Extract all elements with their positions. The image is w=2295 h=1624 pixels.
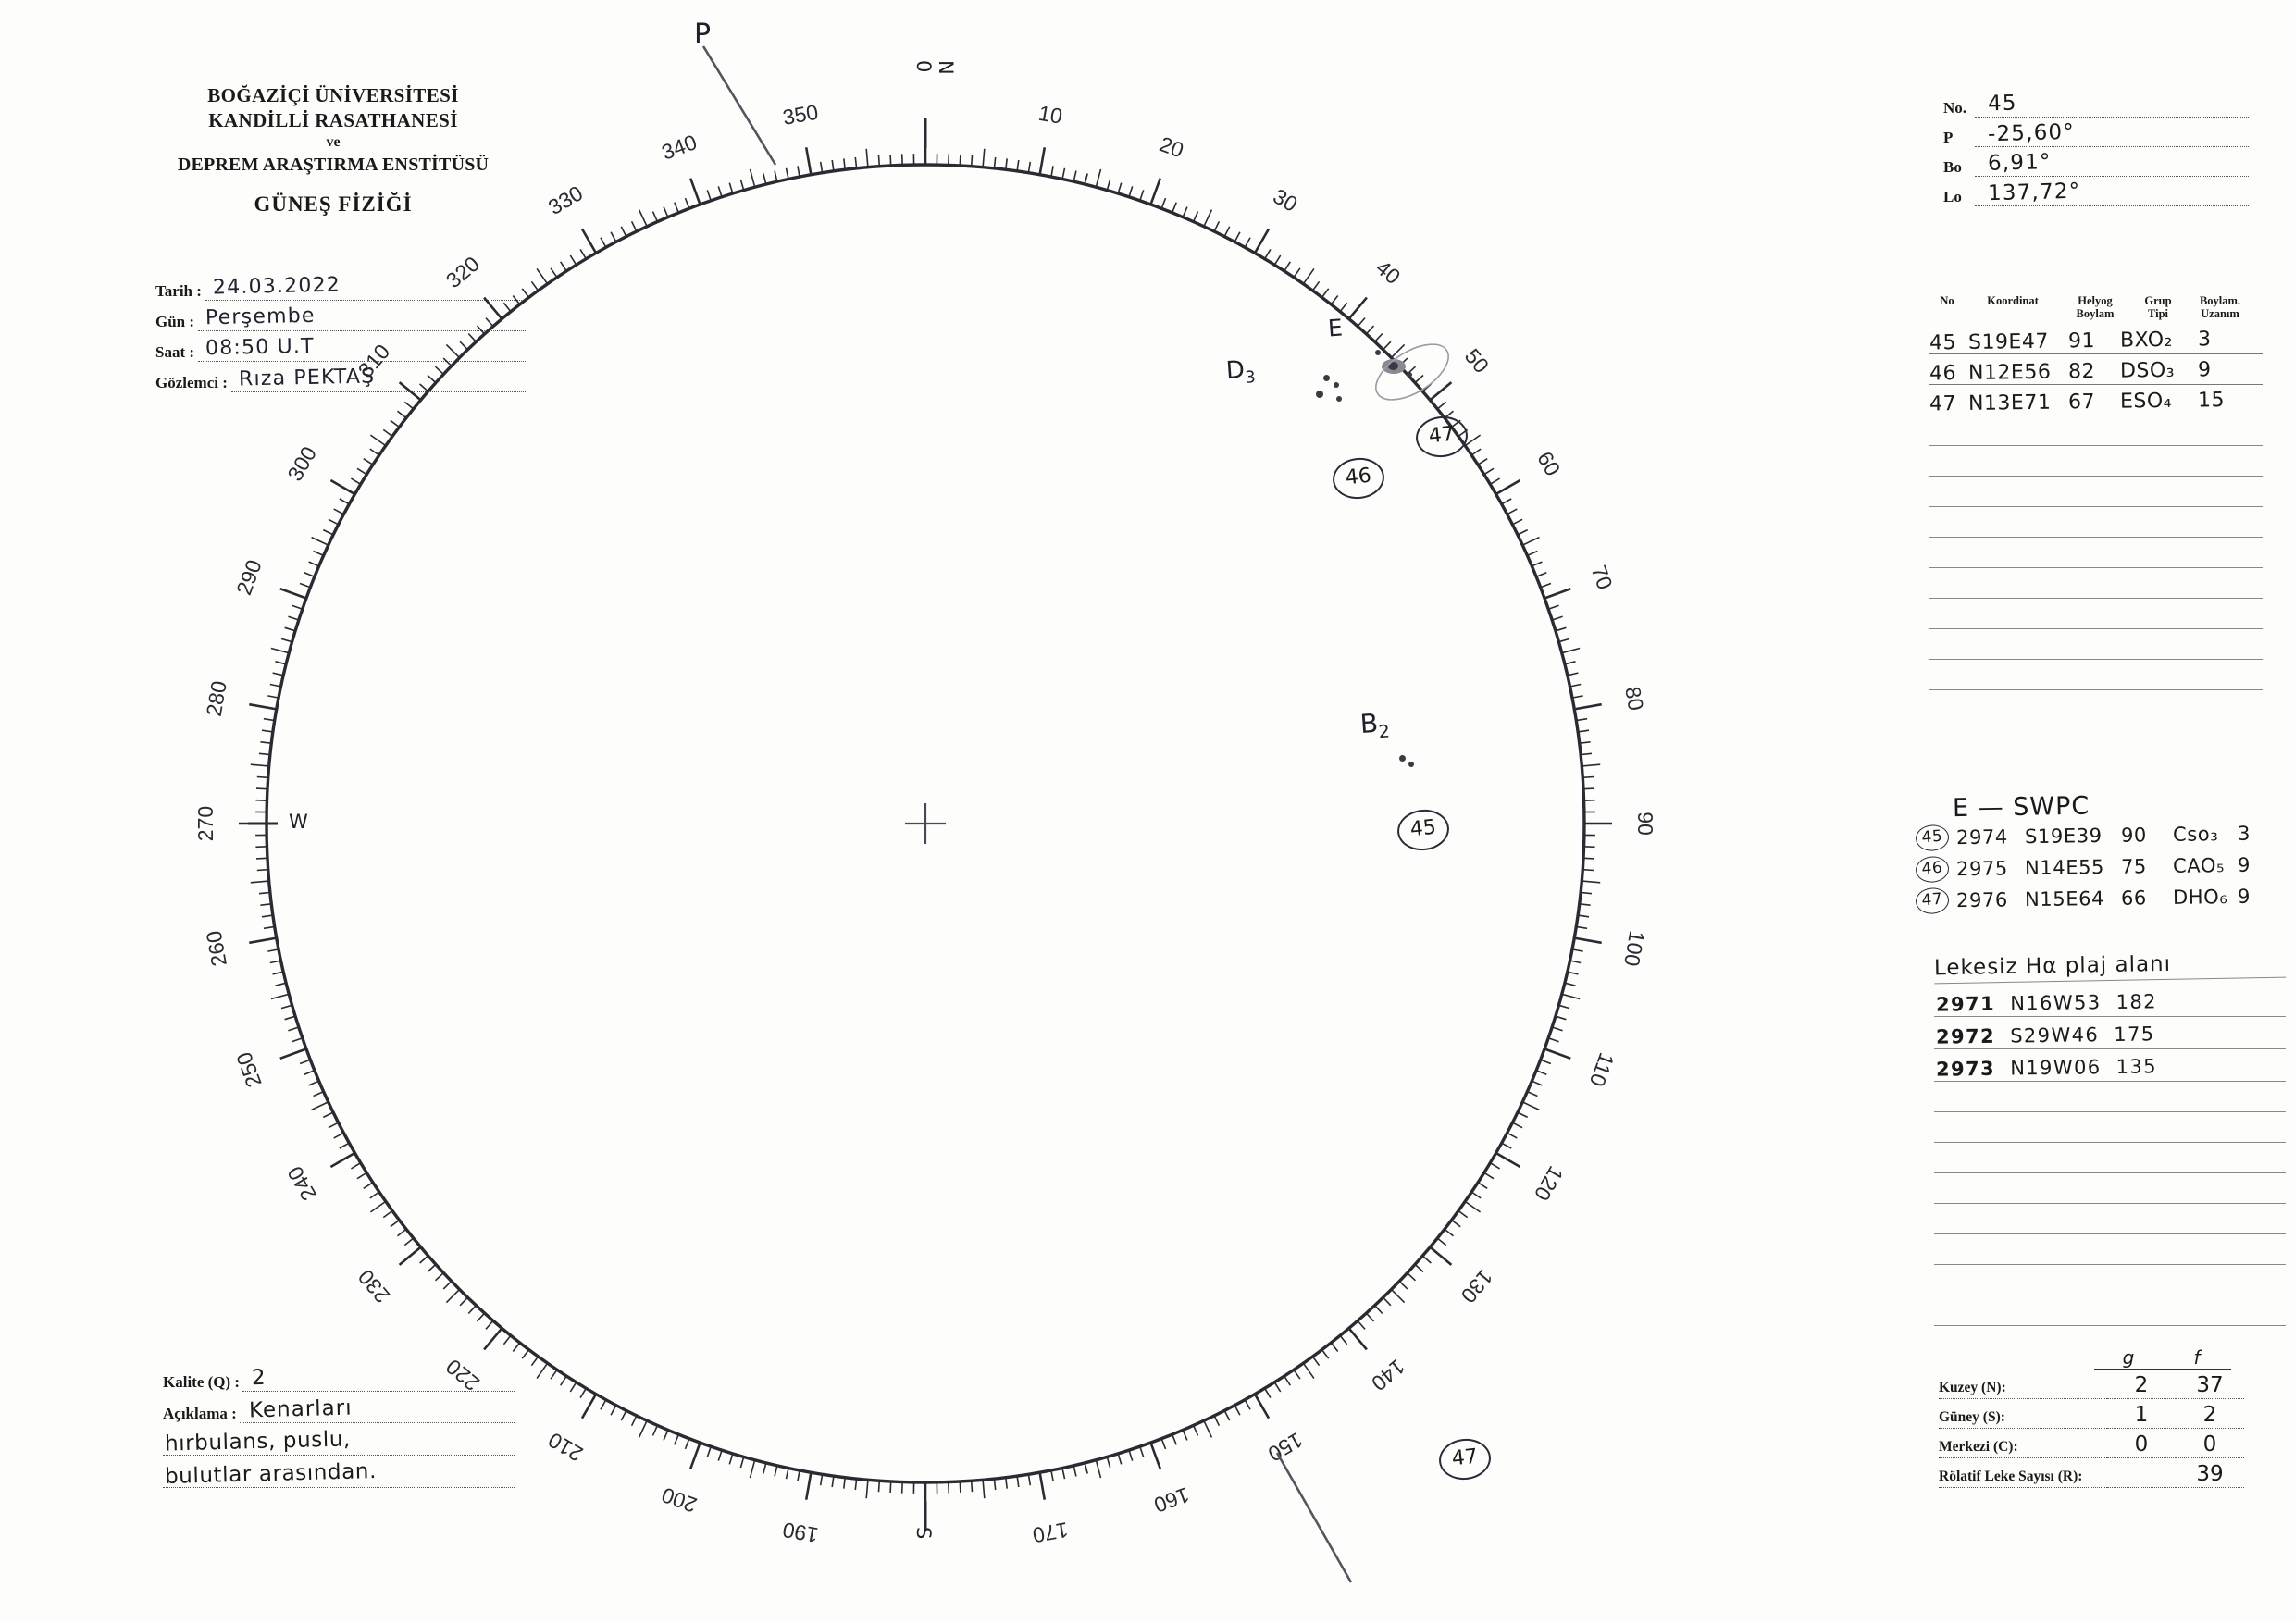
plage-id: 2973	[1936, 1058, 1995, 1081]
plage-empty-row[interactable]	[1934, 1173, 2286, 1204]
swpc-row[interactable]	[1916, 880, 2286, 917]
counts-relative-g[interactable]	[2107, 1486, 2176, 1488]
disk-mark-45: 45	[1396, 807, 1451, 853]
quality-extra-text-2: bulutlar arasından.	[165, 1459, 378, 1489]
sunspot	[1323, 375, 1330, 381]
table-empty-row[interactable]	[1929, 507, 2263, 538]
counts-column-f: f	[2163, 1346, 2231, 1370]
degree-label: 40	[1371, 255, 1405, 289]
degree-label: 320	[441, 252, 484, 293]
counts-south-g[interactable]: 1	[2107, 1403, 2176, 1429]
table-empty-row[interactable]	[1929, 446, 2263, 477]
swpc-block	[1916, 791, 2286, 914]
counts-label-north: Kuzey (N):	[1939, 1380, 2107, 1399]
column-header-tipi: Tipi	[2148, 307, 2168, 320]
table-row[interactable]	[1929, 385, 2263, 415]
plage-block	[1934, 953, 2286, 1326]
counts-north-f[interactable]: 37	[2176, 1373, 2244, 1399]
field-gun-value: Perşembe	[205, 304, 316, 329]
table-row-entry	[1929, 327, 2263, 354]
plage-coord: N19W06	[2010, 1056, 2102, 1079]
solar-disk-svg	[398, 9, 1879, 1619]
quality-value-aciklama: Kenarları	[248, 1396, 352, 1423]
top-right-parameters	[1943, 88, 2249, 206]
table-header-row	[1929, 294, 2263, 324]
group-47-outline	[1351, 324, 1471, 426]
swpc-extent: 9	[2238, 886, 2251, 908]
group-label-E: E	[1327, 314, 1344, 341]
param-lo-value: 137,72°	[1988, 180, 2081, 206]
param-p-input[interactable]	[1975, 127, 2249, 147]
param-no-value: 45	[1988, 92, 2017, 117]
plage-empty-row[interactable]	[1934, 1265, 2286, 1295]
p-axis-line-top	[703, 46, 775, 165]
swpc-coordinate: N15E64	[2025, 887, 2121, 911]
cell-uzanim: 15	[2198, 389, 2244, 413]
param-bo	[1943, 147, 2249, 177]
degree-label: 160	[1151, 1482, 1193, 1518]
counts-label-relative: Rölatif Leke Sayısı (R):	[1939, 1469, 2107, 1488]
degree-label: 110	[1585, 1049, 1619, 1089]
counts-row-south	[1939, 1399, 2244, 1429]
swpc-class: DHO₆	[2173, 886, 2238, 909]
degree-label: 140	[1367, 1355, 1409, 1396]
cell-helyog: 67	[2068, 391, 2120, 415]
field-gozlemci-value: Rıza PEKTAŞ	[239, 365, 376, 391]
swpc-longitude: 90	[2121, 824, 2173, 847]
table-empty-row[interactable]	[1929, 477, 2263, 507]
plage-value: 135	[2116, 1055, 2158, 1078]
table-empty-row[interactable]	[1929, 415, 2263, 446]
field-saat-value: 08:50 U.T	[205, 335, 315, 360]
swpc-coordinate: N14E55	[2025, 856, 2121, 879]
cell-uzanim: 3	[2198, 328, 2244, 352]
north-label: N 0	[912, 60, 957, 77]
column-header-grup-tipi	[2129, 294, 2187, 320]
table-empty-row[interactable]	[1929, 599, 2263, 629]
degree-label: 310	[354, 340, 395, 382]
degree-label: 220	[441, 1355, 484, 1396]
plage-empty-row[interactable]	[1934, 1082, 2286, 1112]
param-no-label: No.	[1943, 99, 1975, 118]
p-axis-label: P	[694, 19, 711, 51]
field-tarih-label: Tarih :	[155, 282, 205, 301]
group-label-B2: $B_2$	[1359, 707, 1391, 744]
degree-label: 340	[658, 130, 700, 165]
plage-entry	[1936, 1055, 2157, 1080]
sunspot	[1336, 396, 1342, 402]
plage-empty-row[interactable]	[1934, 1112, 2286, 1143]
table-row[interactable]	[1929, 324, 2263, 354]
column-header-boylam: Boylam	[2077, 307, 2115, 320]
plage-value: 175	[2114, 1023, 2155, 1046]
cell-koordinat: N12E56	[1968, 360, 2068, 385]
degree-label: 250	[231, 1049, 267, 1091]
plage-empty-row[interactable]	[1934, 1234, 2286, 1265]
table-row-entry	[1929, 357, 2263, 385]
cell-no: 46	[1929, 362, 1968, 386]
swpc-class: CAO₅	[2173, 854, 2238, 877]
degree-label: 100	[1619, 929, 1649, 968]
swpc-coordinate: S19E39	[2025, 824, 2121, 848]
cell-koordinat: N13E71	[1968, 391, 2068, 415]
swpc-region-id: 2974	[1956, 825, 2025, 849]
table-empty-rows	[1929, 415, 2263, 690]
degree-label: 290	[231, 556, 267, 598]
cell-grup: BXO₂	[2120, 328, 2198, 352]
swpc-region-id: 2975	[1956, 857, 2025, 880]
counts-south-f[interactable]: 2	[2176, 1403, 2244, 1429]
counts-column-g: g	[2094, 1346, 2163, 1370]
column-header-no: No	[1929, 294, 1965, 320]
degree-label: 190	[781, 1518, 820, 1547]
counts-header	[1939, 1346, 2244, 1370]
param-no	[1943, 88, 2249, 118]
param-bo-input[interactable]	[1975, 156, 2249, 177]
sunspot	[1334, 382, 1339, 388]
cell-no: 45	[1929, 331, 1968, 355]
table-row[interactable]	[1929, 354, 2263, 385]
swpc-row[interactable]	[1916, 817, 2286, 854]
table-empty-row[interactable]	[1929, 568, 2263, 599]
param-bo-label: Bo	[1943, 158, 1975, 177]
plage-empty-row[interactable]	[1934, 1143, 2286, 1173]
param-p	[1943, 118, 2249, 147]
degree-label: 150	[1264, 1428, 1307, 1467]
institution-line-1: BOĞAZİÇİ ÜNİVERSİTESİ	[139, 83, 527, 108]
param-lo-label: Lo	[1943, 188, 1975, 206]
plage-entry	[1936, 1023, 2155, 1048]
degree-label: 260	[202, 929, 231, 968]
table-empty-row[interactable]	[1929, 538, 2263, 568]
degree-label: 90	[1633, 812, 1657, 836]
degree-label: 230	[354, 1265, 395, 1308]
param-p-value: -25,60°	[1988, 120, 2076, 146]
plage-row[interactable]	[1934, 1049, 2286, 1082]
degree-label: 300	[282, 442, 321, 485]
plage-id: 2972	[1936, 1025, 1995, 1048]
degree-label: 130	[1457, 1265, 1498, 1308]
institution-line-3: DEPREM ARAŞTIRMA ENSTİTÜSÜ	[139, 152, 527, 178]
plage-row[interactable]	[1934, 985, 2286, 1017]
degree-label: 200	[658, 1482, 700, 1518]
solar-disk-chart	[398, 9, 1879, 1619]
plage-empty-row[interactable]	[1934, 1295, 2286, 1326]
counts-label-center: Merkezi (C):	[1939, 1439, 2107, 1458]
degree-label: 240	[282, 1162, 321, 1205]
degree-label: 60	[1532, 447, 1565, 479]
west-label: W	[289, 811, 308, 833]
cell-helyog: 82	[2068, 360, 2120, 384]
plage-row[interactable]	[1934, 1017, 2286, 1049]
plage-coord: N16W53	[2010, 991, 2102, 1014]
group-label-D3: $D_3$	[1225, 355, 1257, 389]
plage-empty-row[interactable]	[1934, 1204, 2286, 1234]
sunspot-table	[1929, 294, 2263, 690]
disk-mark-46: 46	[1331, 455, 1386, 502]
swpc-longitude: 66	[2121, 886, 2173, 910]
degree-label: 80	[1620, 685, 1648, 713]
field-gozlemci-label: Gözlemci :	[155, 374, 231, 392]
swpc-extent: 3	[2238, 823, 2251, 845]
param-p-label: P	[1943, 129, 1975, 147]
table-row-entry	[1929, 388, 2263, 415]
counts-center-f[interactable]: 0	[2176, 1432, 2244, 1458]
degree-label: 10	[1036, 101, 1064, 129]
degree-label: 30	[1269, 184, 1301, 217]
param-no-input[interactable]	[1975, 97, 2249, 118]
field-saat-label: Saat :	[155, 343, 198, 362]
swpc-mark: 46	[1915, 855, 1950, 884]
counts-north-g[interactable]: 2	[2107, 1373, 2176, 1399]
counts-relative-f[interactable]: 39	[2176, 1462, 2244, 1488]
plage-value: 182	[2116, 990, 2158, 1013]
cell-helyog: 91	[2068, 329, 2120, 353]
quality-label-aciklama: Açıklama :	[163, 1405, 240, 1423]
field-tarih-value: 24.03.2022	[213, 274, 341, 300]
swpc-class: Cso₃	[2173, 823, 2238, 846]
swpc-region-id: 2976	[1956, 888, 2025, 911]
degree-label: 210	[544, 1428, 587, 1467]
sunspot	[1408, 762, 1414, 767]
counts-row-center	[1939, 1429, 2244, 1458]
swpc-row[interactable]	[1916, 849, 2286, 886]
swpc-extent: 9	[2238, 854, 2251, 876]
column-header-helyog: Helyog	[2078, 294, 2113, 307]
degree-label: 20	[1157, 131, 1187, 162]
degree-label: 330	[544, 180, 587, 219]
quality-extra-text-1: hırbulans, puslu,	[165, 1427, 352, 1456]
degree-label: 120	[1530, 1162, 1569, 1205]
swpc-title: E — SWPC	[1953, 788, 2286, 823]
counts-row-north	[1939, 1370, 2244, 1399]
param-lo-input[interactable]	[1975, 186, 2249, 206]
cell-koordinat: S19E47	[1968, 329, 2068, 354]
degree-label: 70	[1587, 562, 1618, 592]
table-empty-row[interactable]	[1929, 660, 2263, 690]
column-header-boylam-uzanim-1: Boylam.	[2200, 294, 2240, 307]
plage-entry	[1936, 990, 2157, 1015]
column-header-grup: Grup	[2144, 294, 2171, 307]
cell-uzanim: 9	[2198, 358, 2244, 382]
plage-id: 2971	[1936, 993, 1995, 1016]
institution-line-2: KANDİLLİ RASATHANESİ	[139, 108, 527, 133]
quality-value-kalite: 2	[252, 1366, 267, 1390]
swpc-longitude: 75	[2121, 855, 2173, 878]
page-title: GÜNEŞ FİZİĞİ	[139, 192, 527, 217]
column-header-koordinat: Koordinat	[1965, 294, 2061, 320]
param-bo-value: 6,91°	[1988, 150, 2052, 176]
degree-label: 350	[781, 100, 820, 130]
p-axis-line-bottom	[1277, 1453, 1351, 1582]
table-empty-row[interactable]	[1929, 629, 2263, 660]
param-lo	[1943, 177, 2249, 206]
column-header-boylam-uzanim	[2187, 294, 2253, 320]
degree-label: 50	[1460, 344, 1494, 378]
counts-row-relative	[1939, 1458, 2244, 1488]
cell-no: 47	[1929, 392, 1968, 416]
south-label: S	[912, 1527, 935, 1541]
disk-mark-47-lower: 47	[1437, 1436, 1493, 1482]
counts-block	[1939, 1346, 2244, 1488]
counts-label-south: Güney (S):	[1939, 1409, 2107, 1429]
plage-empty-rows	[1934, 1082, 2286, 1326]
swpc-mark: 45	[1915, 824, 1950, 852]
sunspot	[1316, 391, 1323, 398]
column-header-boylam-uzanim-2: Uzanım	[2201, 307, 2239, 320]
degree-label: 280	[202, 679, 231, 718]
cell-grup: ESO₄	[2120, 389, 2198, 413]
plage-title: Lekesiz Hα plaj alanı	[1934, 950, 2286, 985]
sunspot	[1399, 755, 1406, 762]
plage-coord: S29W46	[2010, 1023, 2099, 1047]
field-gun-label: Gün :	[155, 313, 198, 331]
cell-grup: DSO₃	[2120, 358, 2198, 382]
degree-label: 270	[193, 806, 217, 841]
column-header-helyog-boylam	[2061, 294, 2129, 320]
counts-center-g[interactable]: 0	[2107, 1432, 2176, 1458]
swpc-mark: 47	[1915, 886, 1950, 915]
degree-label: 170	[1031, 1518, 1070, 1547]
institution-conjunction: ve	[139, 133, 527, 152]
disk-mark-47-upper: 47	[1414, 414, 1470, 460]
quality-label-kalite: Kalite (Q) :	[163, 1373, 242, 1392]
